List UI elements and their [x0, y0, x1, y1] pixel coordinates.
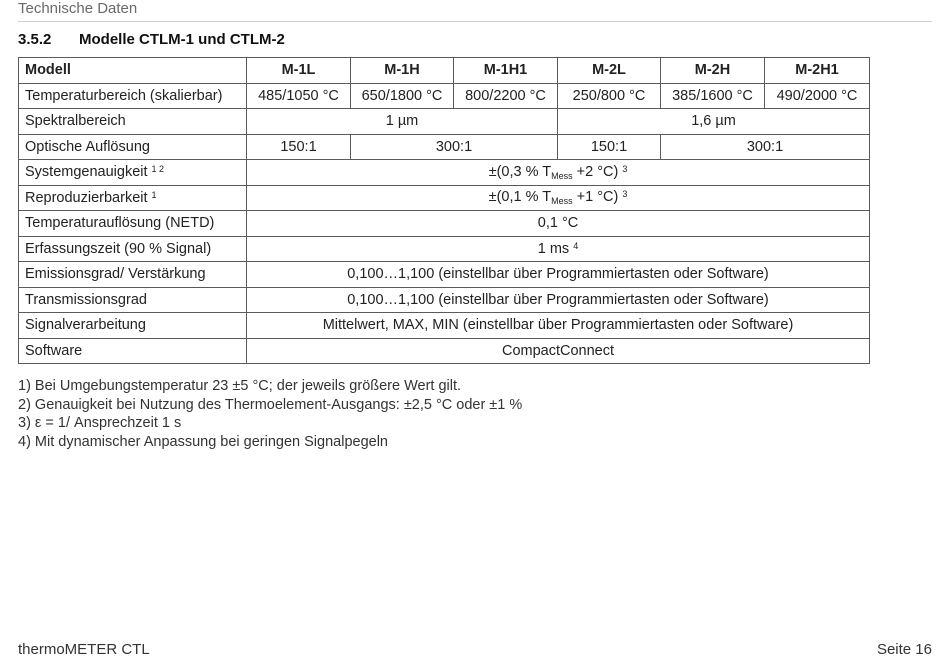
header-divider — [18, 21, 932, 22]
table-cell: 0,100…1,100 (einstellbar über Programmiertasten oder Software) — [247, 262, 870, 288]
value-text: +2 °C) — [572, 163, 619, 180]
table-row-temperature-range — [19, 83, 870, 109]
column-header: Modell — [19, 58, 247, 84]
table-row-response-time — [19, 236, 870, 262]
table-row-emissivity — [19, 262, 870, 288]
row-label — [19, 185, 247, 211]
row-label: Signalverarbeitung — [19, 313, 247, 339]
row-label: Temperaturauflösung (NETD) — [19, 211, 247, 237]
value-text: 1 ms — [537, 240, 570, 257]
footnotes — [18, 377, 522, 451]
table-cell: 250/800 °C — [558, 83, 661, 109]
footnote-ref: 1 2 — [151, 164, 165, 175]
footnote-ref: 3 — [622, 163, 628, 174]
row-label-text: Reproduzierbarkeit — [25, 189, 148, 206]
page-header-title: Technische Daten — [18, 0, 138, 17]
value-subscript: Mess — [551, 170, 573, 181]
table-row-software — [19, 338, 870, 364]
column-header: M-1H — [351, 58, 454, 84]
row-label: Temperaturbereich (skalierbar) — [19, 83, 247, 109]
footnote-ref: 1 — [151, 189, 157, 200]
table-cell: 300:1 — [661, 134, 870, 160]
column-header: M-2L — [558, 58, 661, 84]
table-cell: 150:1 — [247, 134, 351, 160]
table-cell: 490/2000 °C — [765, 83, 870, 109]
row-label: Transmissionsgrad — [19, 287, 247, 313]
table-cell: Mittelwert, MAX, MIN (einstellbar über Programmiertasten oder Software) — [247, 313, 870, 339]
row-label: Spektralbereich — [19, 109, 247, 135]
table-cell: 800/2200 °C — [454, 83, 558, 109]
row-label: Emissionsgrad/ Verstärkung — [19, 262, 247, 288]
value-text: ±(0,3 % T — [488, 163, 552, 180]
table-cell — [247, 236, 870, 262]
column-header: M-1L — [247, 58, 351, 84]
row-label-text: Systemgenauigkeit — [25, 164, 148, 181]
column-header: M-1H1 — [454, 58, 558, 84]
column-header: M-2H1 — [765, 58, 870, 84]
table-row-netd — [19, 211, 870, 237]
footnote: 1) Bei Umgebungstemperatur 23 ±5 °C; der jeweils größere Wert gilt. — [18, 378, 462, 394]
table-cell: 1 µm — [247, 109, 558, 135]
section-number: 3.5.2 — [18, 31, 52, 48]
table-row-reproducibility — [19, 185, 870, 211]
footnote: 4) Mit dynamischer Anpassung bei geringen Signalpegeln — [18, 433, 388, 450]
row-label — [19, 160, 247, 186]
footnote-ref: 3 — [622, 189, 628, 200]
footer-product-name: thermoMETER CTL — [18, 641, 150, 658]
table-row-system-accuracy — [19, 160, 870, 186]
table-row-spectral-range — [19, 109, 870, 135]
table-cell: 385/1600 °C — [661, 83, 765, 109]
section-heading — [18, 31, 285, 48]
table-row-optical-resolution — [19, 134, 870, 160]
footer-page-number: Seite 16 — [876, 641, 932, 658]
value-text: ±(0,1 % T — [488, 189, 552, 206]
table-cell: 485/1050 °C — [247, 83, 351, 109]
column-header: M-2H — [661, 58, 765, 84]
table-cell: CompactConnect — [247, 338, 870, 364]
table-row-transmission — [19, 287, 870, 313]
table-cell — [247, 185, 870, 211]
specifications-table — [18, 57, 870, 364]
table-header-row — [19, 58, 870, 84]
table-cell: 300:1 — [351, 134, 558, 160]
section-title: Modelle CTLM-1 und CTLM-2 — [79, 31, 285, 48]
table-cell: 0,1 °C — [247, 211, 870, 237]
table-cell: 650/1800 °C — [351, 83, 454, 109]
footnote: 2) Genauigkeit bei Nutzung des Thermoelement-Ausgangs: ±2,5 °C oder ±1 % — [18, 396, 523, 413]
footnote: 3) ε = 1/ Ansprechzeit 1 s — [18, 415, 182, 432]
table-cell: 1,6 µm — [558, 109, 870, 135]
row-label: Optische Auflösung — [19, 134, 247, 160]
table-cell: 150:1 — [558, 134, 661, 160]
table-row-signal-processing — [19, 313, 870, 339]
value-subscript: Mess — [551, 196, 573, 207]
table-cell: 0,100…1,100 (einstellbar über Programmiertasten oder Software) — [247, 287, 870, 313]
row-label: Erfassungszeit (90 % Signal) — [19, 236, 247, 262]
table-cell — [247, 160, 870, 186]
footnote-ref: 4 — [573, 240, 579, 251]
value-text: +1 °C) — [572, 189, 619, 206]
row-label: Software — [19, 338, 247, 364]
